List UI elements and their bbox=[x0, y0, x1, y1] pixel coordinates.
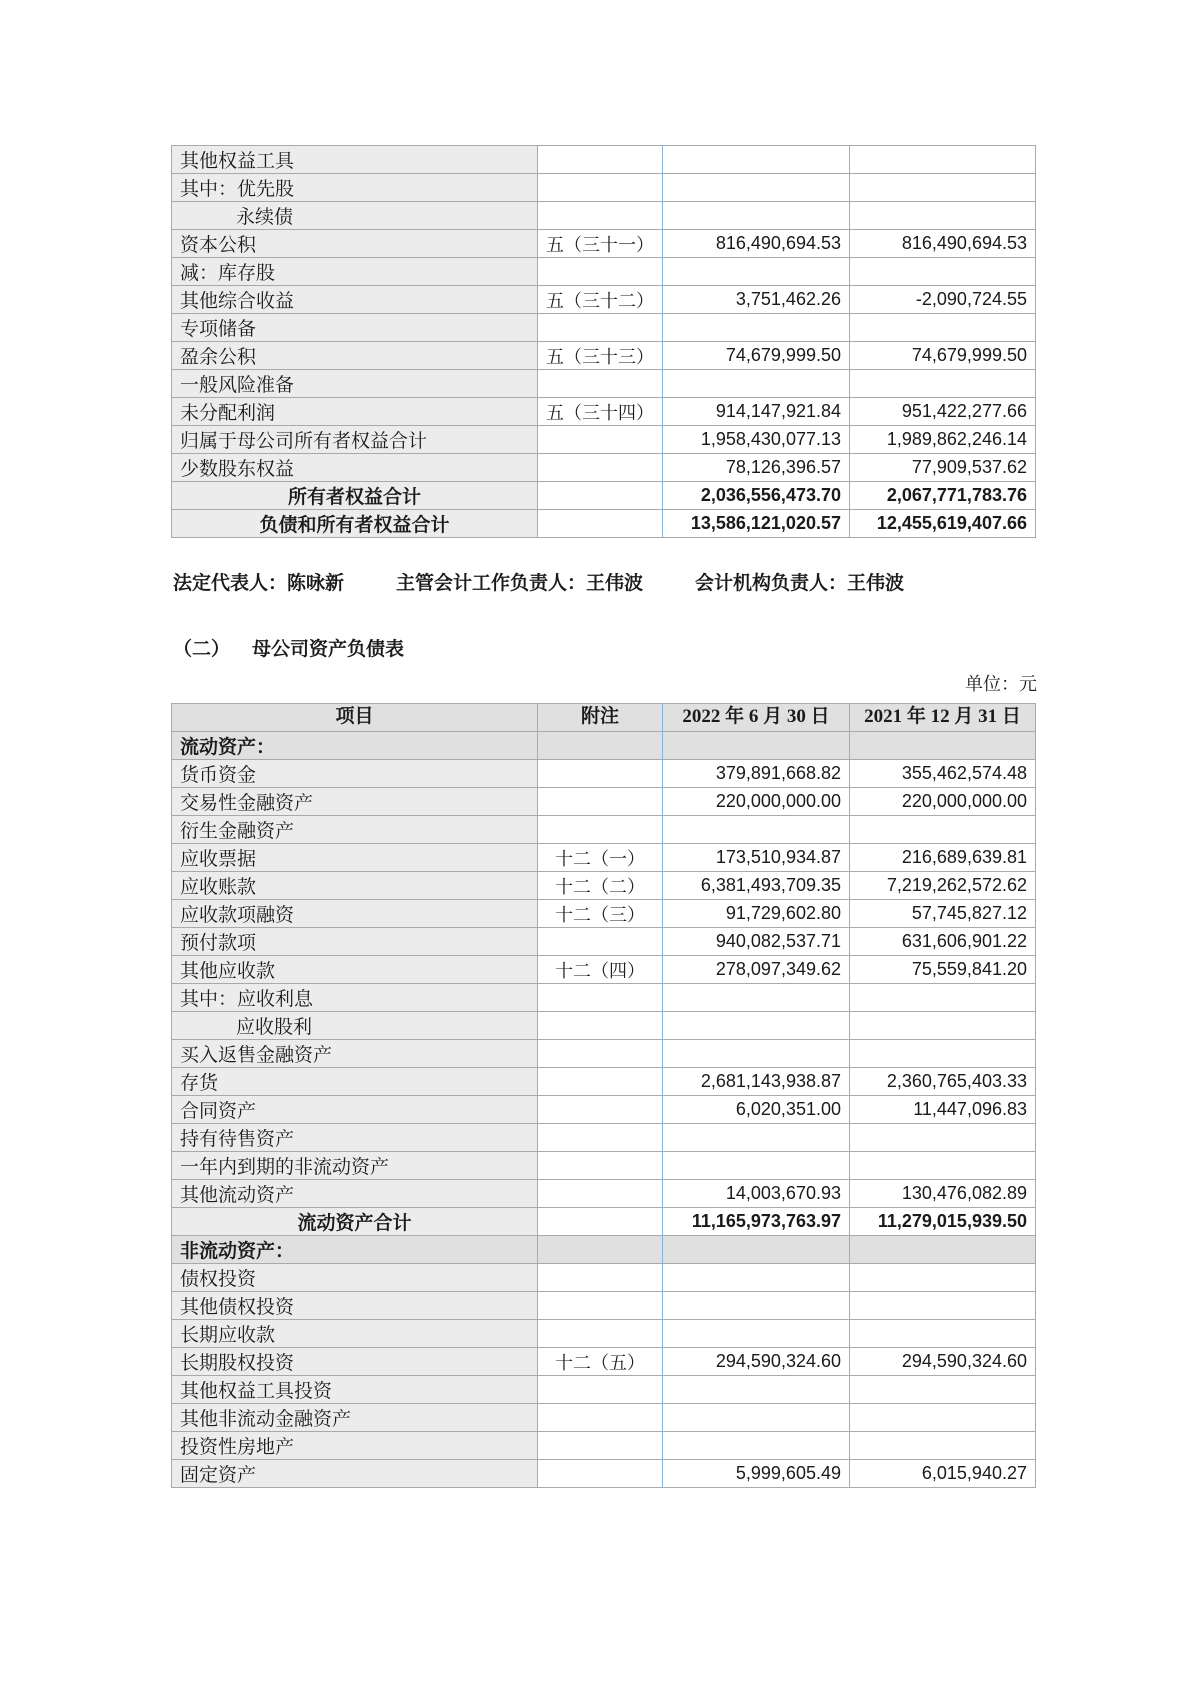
value-cell-2022 bbox=[663, 1292, 850, 1320]
section-index: （二） bbox=[173, 639, 231, 660]
value-cell-2021 bbox=[850, 1236, 1036, 1264]
table-row bbox=[172, 510, 1036, 538]
value-cell-2022: 14,003,670.93 bbox=[663, 1180, 850, 1208]
note-cell: 十二（一） bbox=[538, 844, 663, 872]
table-row bbox=[172, 816, 1036, 844]
value-cell-2021: 130,476,082.89 bbox=[850, 1180, 1036, 1208]
value-cell-2022 bbox=[663, 146, 850, 174]
value-cell-2021: 294,590,324.60 bbox=[850, 1348, 1036, 1376]
note-cell bbox=[538, 1012, 663, 1040]
value-cell-2022: 2,681,143,938.87 bbox=[663, 1068, 850, 1096]
table-row bbox=[172, 1432, 1036, 1460]
value-cell-2021: 816,490,694.53 bbox=[850, 230, 1036, 258]
value-cell-2021 bbox=[850, 1152, 1036, 1180]
value-cell-2021: 2,360,765,403.33 bbox=[850, 1068, 1036, 1096]
table-row bbox=[172, 1124, 1036, 1152]
value-cell-2021 bbox=[850, 1012, 1036, 1040]
value-cell-2022: 13,586,121,020.57 bbox=[663, 510, 850, 538]
note-cell bbox=[538, 1236, 663, 1264]
table-row bbox=[172, 202, 1036, 230]
note-cell bbox=[538, 1180, 663, 1208]
item-cell: 少数股东权益 bbox=[172, 454, 538, 482]
value-cell-2021 bbox=[850, 202, 1036, 230]
value-cell-2021: 77,909,537.62 bbox=[850, 454, 1036, 482]
value-cell-2022 bbox=[663, 258, 850, 286]
value-cell-2021: 951,422,277.66 bbox=[850, 398, 1036, 426]
value-cell-2021 bbox=[850, 174, 1036, 202]
value-cell-2022 bbox=[663, 1236, 850, 1264]
value-cell-2022 bbox=[663, 1376, 850, 1404]
item-cell: 流动资产： bbox=[172, 732, 538, 760]
value-cell-2022 bbox=[663, 1320, 850, 1348]
item-cell: 应收款项融资 bbox=[172, 900, 538, 928]
item-cell: 应收账款 bbox=[172, 872, 538, 900]
parent-balance-sheet-table bbox=[171, 703, 1036, 1488]
value-cell-2021 bbox=[850, 984, 1036, 1012]
note-cell bbox=[538, 1124, 663, 1152]
table-row bbox=[172, 1292, 1036, 1320]
item-cell: 预付款项 bbox=[172, 928, 538, 956]
value-cell-2021: 11,279,015,939.50 bbox=[850, 1208, 1036, 1236]
note-cell bbox=[538, 1068, 663, 1096]
item-cell: 其他债权投资 bbox=[172, 1292, 538, 1320]
value-cell-2022: 2,036,556,473.70 bbox=[663, 482, 850, 510]
note-cell bbox=[538, 1208, 663, 1236]
item-cell: 应收股利 bbox=[172, 1012, 538, 1040]
note-cell: 十二（三） bbox=[538, 900, 663, 928]
value-cell-2022 bbox=[663, 1432, 850, 1460]
item-cell: 资本公积 bbox=[172, 230, 538, 258]
note-cell: 五（三十一） bbox=[538, 230, 663, 258]
table-row bbox=[172, 1012, 1036, 1040]
note-cell bbox=[538, 370, 663, 398]
value-cell-2022: 78,126,396.57 bbox=[663, 454, 850, 482]
note-cell: 十二（二） bbox=[538, 872, 663, 900]
item-cell: 应收票据 bbox=[172, 844, 538, 872]
item-cell: 其他综合收益 bbox=[172, 286, 538, 314]
value-cell-2022 bbox=[663, 1264, 850, 1292]
item-cell: 一般风险准备 bbox=[172, 370, 538, 398]
note-cell bbox=[538, 1152, 663, 1180]
value-cell-2022 bbox=[663, 732, 850, 760]
value-cell-2021 bbox=[850, 146, 1036, 174]
note-cell bbox=[538, 1432, 663, 1460]
value-cell-2022 bbox=[663, 1040, 850, 1068]
item-cell: 其中：应收利息 bbox=[172, 984, 538, 1012]
table-row bbox=[172, 1068, 1036, 1096]
value-cell-2022 bbox=[663, 1124, 850, 1152]
item-header: 项目 bbox=[172, 704, 538, 732]
value-cell-2021: 11,447,096.83 bbox=[850, 1096, 1036, 1124]
value-cell-2022 bbox=[663, 314, 850, 342]
table-row bbox=[172, 1348, 1036, 1376]
table-row bbox=[172, 258, 1036, 286]
value-cell-2022: 816,490,694.53 bbox=[663, 230, 850, 258]
value-cell-2022: 173,510,934.87 bbox=[663, 844, 850, 872]
value-cell-2021: 74,679,999.50 bbox=[850, 342, 1036, 370]
value-cell-2021 bbox=[850, 314, 1036, 342]
note-cell bbox=[538, 426, 663, 454]
note-cell bbox=[538, 1292, 663, 1320]
value-cell-2021 bbox=[850, 1404, 1036, 1432]
signature-line bbox=[173, 568, 933, 595]
note-cell bbox=[538, 146, 663, 174]
note-cell bbox=[538, 732, 663, 760]
value-cell-2021: 57,745,827.12 bbox=[850, 900, 1036, 928]
table-row bbox=[172, 1040, 1036, 1068]
table-row bbox=[172, 314, 1036, 342]
item-cell: 盈余公积 bbox=[172, 342, 538, 370]
item-cell: 其他流动资产 bbox=[172, 1180, 538, 1208]
item-cell: 交易性金融资产 bbox=[172, 788, 538, 816]
note-cell bbox=[538, 174, 663, 202]
value-cell-2022 bbox=[663, 370, 850, 398]
date-2022-header: 2022 年 6 月 30 日 bbox=[663, 704, 850, 732]
note-cell bbox=[538, 1264, 663, 1292]
table-row bbox=[172, 1208, 1036, 1236]
table-row bbox=[172, 1320, 1036, 1348]
item-cell: 未分配利润 bbox=[172, 398, 538, 426]
note-cell bbox=[538, 258, 663, 286]
item-cell: 持有待售资产 bbox=[172, 1124, 538, 1152]
table-row bbox=[172, 956, 1036, 984]
item-cell: 归属于母公司所有者权益合计 bbox=[172, 426, 538, 454]
item-cell: 其他应收款 bbox=[172, 956, 538, 984]
item-cell: 负债和所有者权益合计 bbox=[172, 510, 538, 538]
item-cell: 其他权益工具 bbox=[172, 146, 538, 174]
value-cell-2021: 6,015,940.27 bbox=[850, 1460, 1036, 1488]
table-row bbox=[172, 1096, 1036, 1124]
header-row bbox=[172, 704, 1036, 732]
note-header: 附注 bbox=[538, 704, 663, 732]
value-cell-2021 bbox=[850, 1040, 1036, 1068]
note-cell bbox=[538, 482, 663, 510]
item-cell: 其中：优先股 bbox=[172, 174, 538, 202]
value-cell-2022: 74,679,999.50 bbox=[663, 342, 850, 370]
value-cell-2021: 1,989,862,246.14 bbox=[850, 426, 1036, 454]
value-cell-2021: 216,689,639.81 bbox=[850, 844, 1036, 872]
value-cell-2021: 75,559,841.20 bbox=[850, 956, 1036, 984]
value-cell-2021 bbox=[850, 1320, 1036, 1348]
value-cell-2022 bbox=[663, 1012, 850, 1040]
value-cell-2021: 7,219,262,572.62 bbox=[850, 872, 1036, 900]
note-cell bbox=[538, 1404, 663, 1432]
table-row bbox=[172, 1236, 1036, 1264]
table-row bbox=[172, 342, 1036, 370]
item-cell: 其他权益工具投资 bbox=[172, 1376, 538, 1404]
table-row bbox=[172, 1264, 1036, 1292]
chief-accountant: 主管会计工作负责人：王伟波 bbox=[396, 573, 644, 594]
item-cell: 存货 bbox=[172, 1068, 538, 1096]
value-cell-2022: 294,590,324.60 bbox=[663, 1348, 850, 1376]
value-cell-2022: 220,000,000.00 bbox=[663, 788, 850, 816]
value-cell-2021 bbox=[850, 258, 1036, 286]
note-cell bbox=[538, 1460, 663, 1488]
value-cell-2022 bbox=[663, 174, 850, 202]
value-cell-2021 bbox=[850, 816, 1036, 844]
note-cell bbox=[538, 1040, 663, 1068]
value-cell-2021: 355,462,574.48 bbox=[850, 760, 1036, 788]
value-cell-2022: 1,958,430,077.13 bbox=[663, 426, 850, 454]
table-row bbox=[172, 426, 1036, 454]
table-row bbox=[172, 788, 1036, 816]
table-row bbox=[172, 844, 1036, 872]
value-cell-2022 bbox=[663, 1152, 850, 1180]
item-cell: 减：库存股 bbox=[172, 258, 538, 286]
item-cell: 货币资金 bbox=[172, 760, 538, 788]
note-cell: 五（三十二） bbox=[538, 286, 663, 314]
value-cell-2022: 278,097,349.62 bbox=[663, 956, 850, 984]
value-cell-2022 bbox=[663, 816, 850, 844]
section-title: 母公司资产负债表 bbox=[252, 639, 405, 660]
note-cell bbox=[538, 1096, 663, 1124]
table-row bbox=[172, 872, 1036, 900]
value-cell-2021 bbox=[850, 1264, 1036, 1292]
table-row bbox=[172, 1376, 1036, 1404]
note-cell bbox=[538, 928, 663, 956]
item-cell: 投资性房地产 bbox=[172, 1432, 538, 1460]
item-cell: 永续债 bbox=[172, 202, 538, 230]
value-cell-2022: 914,147,921.84 bbox=[663, 398, 850, 426]
note-cell: 五（三十四） bbox=[538, 398, 663, 426]
unit-label: 单位：元 bbox=[965, 674, 1037, 694]
value-cell-2022 bbox=[663, 1404, 850, 1432]
item-cell: 流动资产合计 bbox=[172, 1208, 538, 1236]
table-row bbox=[172, 230, 1036, 258]
item-cell: 非流动资产： bbox=[172, 1236, 538, 1264]
table-row bbox=[172, 1404, 1036, 1432]
value-cell-2021: 631,606,901.22 bbox=[850, 928, 1036, 956]
note-cell bbox=[538, 314, 663, 342]
item-cell: 衍生金融资产 bbox=[172, 816, 538, 844]
note-cell bbox=[538, 510, 663, 538]
value-cell-2022: 11,165,973,763.97 bbox=[663, 1208, 850, 1236]
value-cell-2021: 2,067,771,783.76 bbox=[850, 482, 1036, 510]
value-cell-2022: 379,891,668.82 bbox=[663, 760, 850, 788]
legal-representative: 法定代表人：陈咏新 bbox=[173, 573, 345, 594]
value-cell-2022 bbox=[663, 984, 850, 1012]
table-row bbox=[172, 760, 1036, 788]
value-cell-2022: 6,020,351.00 bbox=[663, 1096, 850, 1124]
value-cell-2022: 91,729,602.80 bbox=[663, 900, 850, 928]
note-cell: 十二（四） bbox=[538, 956, 663, 984]
note-cell bbox=[538, 788, 663, 816]
table-row bbox=[172, 482, 1036, 510]
table-row bbox=[172, 370, 1036, 398]
value-cell-2022: 940,082,537.71 bbox=[663, 928, 850, 956]
section-heading bbox=[173, 634, 404, 661]
note-cell bbox=[538, 1320, 663, 1348]
note-cell: 五（三十三） bbox=[538, 342, 663, 370]
item-cell: 长期股权投资 bbox=[172, 1348, 538, 1376]
table-row bbox=[172, 1460, 1036, 1488]
value-cell-2021 bbox=[850, 1432, 1036, 1460]
item-cell: 合同资产 bbox=[172, 1096, 538, 1124]
value-cell-2022: 3,751,462.26 bbox=[663, 286, 850, 314]
item-cell: 债权投资 bbox=[172, 1264, 538, 1292]
table-row bbox=[172, 286, 1036, 314]
value-cell-2022: 6,381,493,709.35 bbox=[663, 872, 850, 900]
note-cell bbox=[538, 760, 663, 788]
equity-table bbox=[171, 145, 1036, 538]
accounting-dept-head: 会计机构负责人：王伟波 bbox=[695, 573, 905, 594]
note-cell bbox=[538, 202, 663, 230]
date-2021-header: 2021 年 12 月 31 日 bbox=[850, 704, 1036, 732]
value-cell-2021: 220,000,000.00 bbox=[850, 788, 1036, 816]
table-row bbox=[172, 984, 1036, 1012]
value-cell-2021 bbox=[850, 732, 1036, 760]
value-cell-2021 bbox=[850, 1124, 1036, 1152]
value-cell-2022 bbox=[663, 202, 850, 230]
note-cell bbox=[538, 984, 663, 1012]
item-cell: 一年内到期的非流动资产 bbox=[172, 1152, 538, 1180]
table-row bbox=[172, 146, 1036, 174]
value-cell-2021: 12,455,619,407.66 bbox=[850, 510, 1036, 538]
table-row bbox=[172, 732, 1036, 760]
value-cell-2021 bbox=[850, 1376, 1036, 1404]
table-row bbox=[172, 174, 1036, 202]
item-cell: 其他非流动金融资产 bbox=[172, 1404, 538, 1432]
table-row bbox=[172, 1180, 1036, 1208]
item-cell: 长期应收款 bbox=[172, 1320, 538, 1348]
item-cell: 固定资产 bbox=[172, 1460, 538, 1488]
item-cell: 所有者权益合计 bbox=[172, 482, 538, 510]
value-cell-2021 bbox=[850, 370, 1036, 398]
note-cell bbox=[538, 1376, 663, 1404]
table-row bbox=[172, 398, 1036, 426]
table-row bbox=[172, 1152, 1036, 1180]
item-cell: 买入返售金融资产 bbox=[172, 1040, 538, 1068]
value-cell-2021 bbox=[850, 1292, 1036, 1320]
table-row bbox=[172, 900, 1036, 928]
table-row bbox=[172, 454, 1036, 482]
note-cell bbox=[538, 816, 663, 844]
note-cell: 十二（五） bbox=[538, 1348, 663, 1376]
item-cell: 专项储备 bbox=[172, 314, 538, 342]
note-cell bbox=[538, 454, 663, 482]
table-row bbox=[172, 928, 1036, 956]
value-cell-2021: -2,090,724.55 bbox=[850, 286, 1036, 314]
value-cell-2022: 5,999,605.49 bbox=[663, 1460, 850, 1488]
